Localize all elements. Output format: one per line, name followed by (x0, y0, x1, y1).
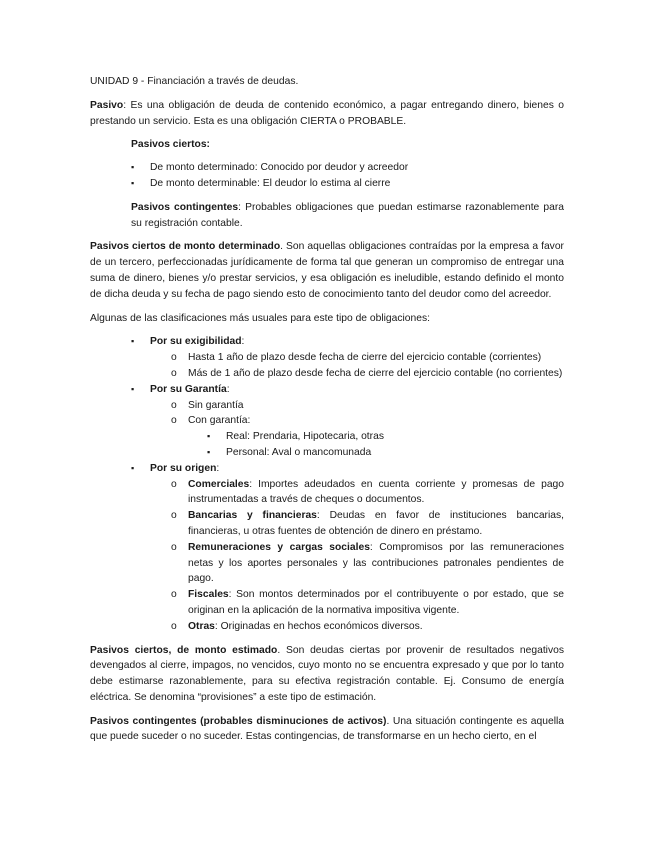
contingentes-prob-text: . Una situación contingente es aquella que puede suceder o no suceder. Estas contingencias, de transformarse en un hecho cierto, en el (90, 715, 564, 743)
monto-estimado-text: . Son deudas ciertas por provenir de resultados negativos devengados al cierre, impagos, no vencidos, cuyo monto no se encuentra expresado y que por lo tanto debe estimarse razonablemente, para su efectiva registración contable. Ej. Consumo de energía eléctrica. Se denomina “provisiones” a este tipo de estimación. (90, 644, 564, 703)
list-item: ▪ De monto determinable: El deudor lo estima al cierre (131, 176, 564, 192)
unit-title: UNIDAD 9 - Financiación a través de deudas. (90, 76, 299, 87)
monto-determinado-text: . Son aquellas obligaciones contraídas por la empresa a favor de un tercero, perfeccionadas jurídicamente de forma tal que generan un compromiso de entregar una suma de dinero, bienes y/o prestar servicios, y esa obligación es ineludible, estando definido el monto de dicha deuda y su fecha de pago siendo esto de conocimiento tanto del deudor como del acreedor. (90, 241, 564, 300)
exigibilidad-sublist (171, 350, 564, 382)
document-page (90, 74, 564, 745)
list-item: o Remuneraciones y cargas sociales: Compromisos por las remuneraciones netas y los aportes personales y las contribuciones patronales pendientes de pago. (171, 540, 564, 587)
pasivo-definition (90, 98, 564, 130)
garantia-types-list (207, 429, 564, 461)
list-item: o Hasta 1 año de plazo desde fecha de cierre del ejercicio contable (corrientes) (171, 350, 564, 366)
contingentes-prob-term: Pasivos contingentes (probables disminuciones de activos) (90, 715, 387, 727)
contingentes-paragraph (90, 714, 564, 746)
clasificaciones-list (131, 334, 564, 634)
pasivo-term: Pasivo (90, 99, 124, 111)
monto-determinado-term: Pasivos ciertos de monto determinado (90, 241, 281, 253)
monto-determinado-paragraph (90, 239, 564, 302)
list-item: o Más de 1 año de plazo desde fecha de cierre del ejercicio contable (no corrientes) (171, 366, 564, 382)
list-item-exigibilidad: ▪ Por su exigibilidad: o Hasta 1 año de plazo desde fecha de cierre del ejercicio contable (corrientes) o Más de 1 año de plazo desde fecha de cierre del ejercicio contable (no corrientes) (131, 334, 564, 381)
pasivo-text: : Es una obligación de deuda de contenido económico, a pagar entregando dinero, bienes o prestando un servicio. Esta es una obligación CIERTA o PROBABLE. (90, 99, 564, 127)
list-item-garantia: ▪ Por su Garantía: o Sin garantía o Con garantía: ▪ Real: Prendaria, Hipotecaria, otras ▪ Personal: Aval o mancomunada (131, 382, 564, 461)
list-item: o Bancarias y financieras: Deudas en favor de instituciones bancarias, financieras, u otras fuentes de obtención de dinero en préstamo. (171, 508, 564, 540)
pasivos-ciertos-heading: Pasivos ciertos: (131, 139, 210, 151)
list-item: o Otras: Originadas en hechos económicos diversos. (171, 619, 564, 635)
contingentes-text: : Probables obligaciones que puedan estimarse razonablemente para su registración contable. (131, 201, 564, 229)
monto-estimado-paragraph (90, 643, 564, 706)
pasivos-ciertos-list (131, 160, 564, 192)
garantia-sublist (171, 398, 564, 461)
list-item: ▪ Real: Prendaria, Hipotecaria, otras (207, 429, 564, 445)
origen-sublist (171, 477, 564, 635)
list-item: o Fiscales: Son montos determinados por el contribuyente o por estado, que se originan en la aplicación de la normativa impositiva vigente. (171, 587, 564, 619)
list-item: ▪ De monto determinado: Conocido por deudor y acreedor (131, 160, 564, 176)
list-item: ▪ Personal: Aval o mancomunada (207, 445, 564, 461)
pasivos-contingentes-definition (90, 200, 564, 232)
list-item: o Sin garantía (171, 398, 564, 414)
clasificaciones-intro: Algunas de las clasificaciones más usuales para este tipo de obligaciones: (90, 312, 430, 324)
list-item-origen: ▪ Por su origen: o Comerciales: Importes adeudados en cuenta corriente y promesas de pago instrumentadas a través de cheques o documentos. o Bancarias y financieras: Deudas en favor de instituciones bancarias, financieras, u otras fuentes de obtención de dinero en préstamo. o Remuneraciones y cargas sociales: Compromisos por las remuneraciones netas y los aportes personales y las contribuciones patronales pendientes de pago. o Fiscales: Son montos determinados por el contribuyente o por estado, que se originan en la aplicación de la normativa impositiva vigente. o Otras: Originadas en hechos económicos diversos. (131, 461, 564, 635)
list-item-con-garantia: o Con garantía: ▪ Real: Prendaria, Hipotecaria, otras ▪ Personal: Aval o mancomunada (171, 413, 564, 460)
monto-estimado-term: Pasivos ciertos, de monto estimado (90, 644, 278, 656)
list-item: o Comerciales: Importes adeudados en cuenta corriente y promesas de pago instrumentadas a través de cheques o documentos. (171, 477, 564, 509)
contingentes-term: Pasivos contingentes (131, 201, 239, 213)
